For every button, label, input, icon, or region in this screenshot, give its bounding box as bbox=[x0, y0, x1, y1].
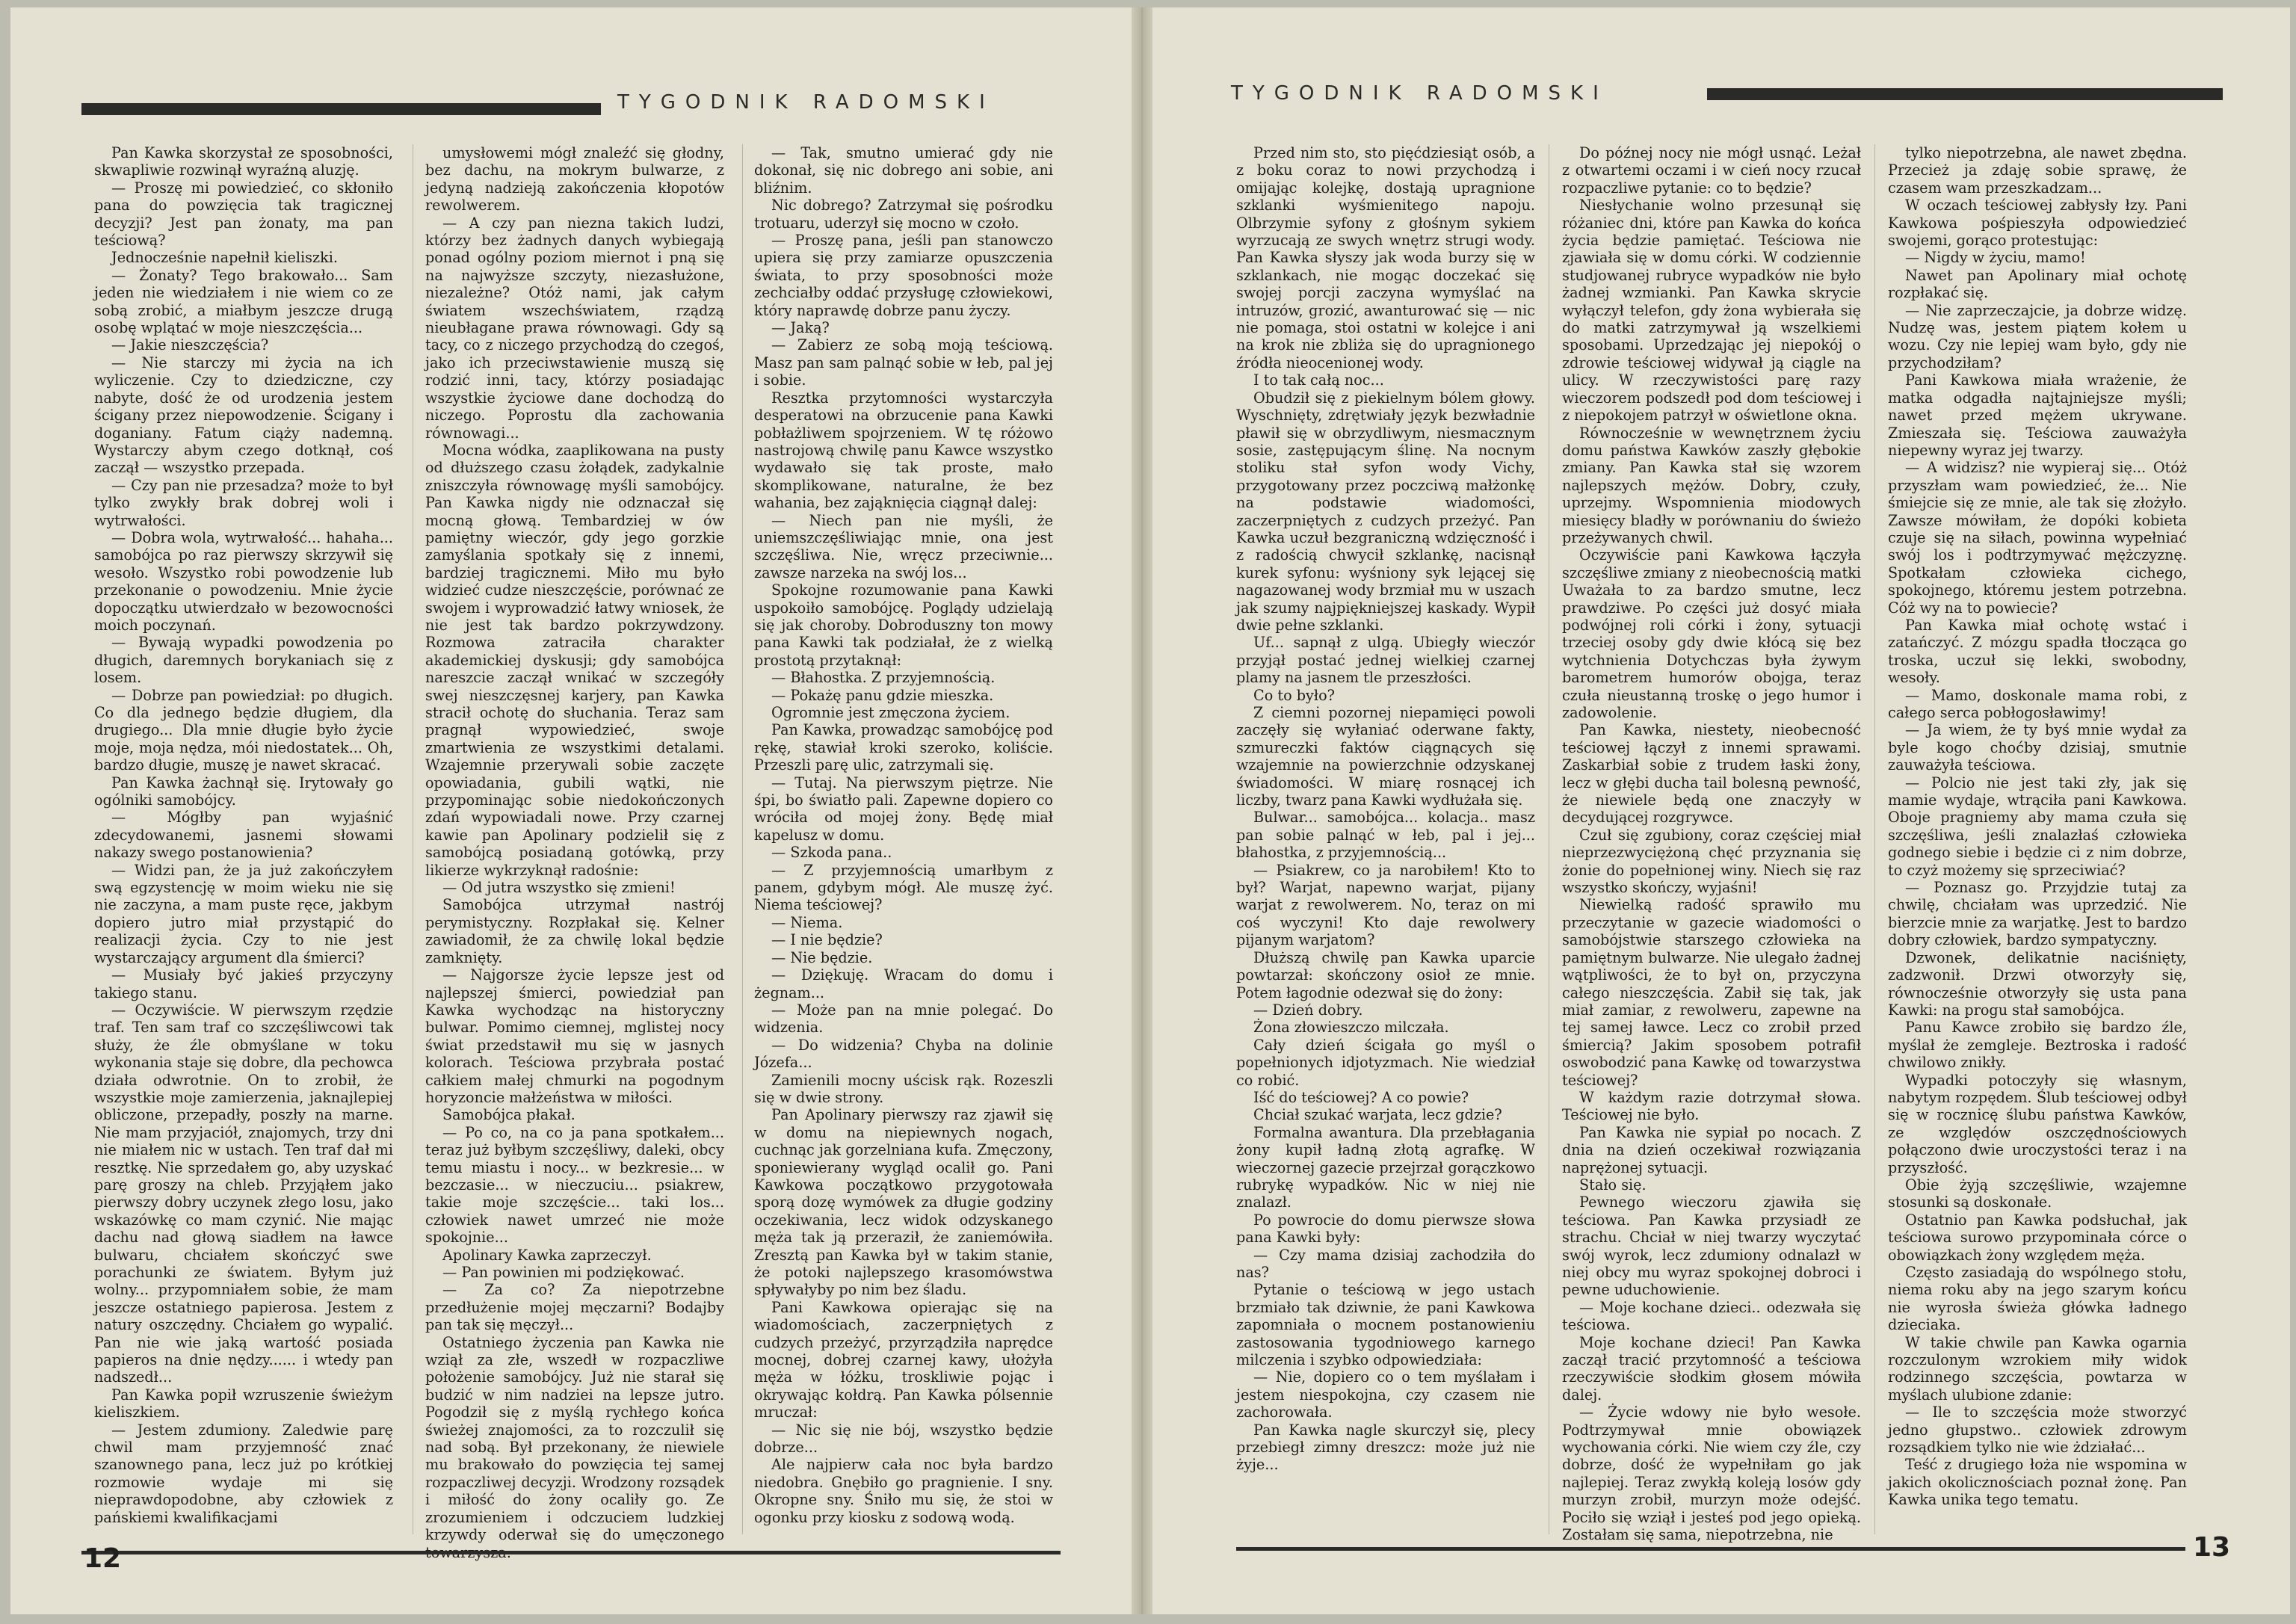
paragraph: — Po co, na co ja pana spotkałem... teraz już byłbym szczęśliwy, daleki, obcy temu miastu i nocy... w bezkresie... w bezczasie... w nieczuciu... psiakrew, takie moje szczęście... taki los... człowiek nawet umrzeć nie może spokojnie... bbox=[425, 1123, 724, 1247]
paragraph: Pytanie o teściową w jego ustach brzmiało tak dziwnie, że pani Kawkowa zapomniała o mocnem postanowieniu zastosowania tygodniowego karnego milczenia i szybko odpowiedziała: bbox=[1236, 1281, 1535, 1369]
magazine-spread bbox=[10, 7, 2290, 1614]
paragraph: — Poznasz go. Przyjdzie tutaj za chwilę, chciałam was uprzedzić. Nie bierzcie mnie za warjatkę. Jest to bardzo dobry człowiek, bardzo sympatyczny. bbox=[1888, 879, 2187, 949]
paragraph: — Błahostka. Z przyjemnością. bbox=[771, 669, 996, 687]
paragraph: I to tak całą noc... bbox=[1253, 371, 1384, 389]
paragraph: — Za co? Za niepotrzebne przedłużenie mojej męczarni? Bodajby pan tak się męczył... bbox=[425, 1281, 724, 1334]
paragraph: Niewielką radość sprawiło mu przeczytanie w gazecie wiadomości o samobójstwie starszego człowieka na pamiętnym bulwarze. Nie ulegało żadnej wątpliwości, że to był on, przyczyna całego nieszczęścia. Zabił się tak, jak miał zamiar, z rewolweru, zapewne na tej samej ławce. Lecz co zrobił przed śmiercią? Jakim sposobem potrafił oswobodzić pana Kawkę od towarzystwa teściowej? bbox=[1562, 896, 1861, 1089]
paragraph: — Proszę mi powiedzieć, co skłoniło pana do powzięcia tak tragicznej decyzji? Jest pan żonaty, ma pan teściową? bbox=[94, 179, 393, 250]
text-column-6 bbox=[1888, 144, 2187, 1534]
paragraph: Nic dobrego? Zatrzymał się pośrodku trotuaru, uderzył się mocno w czoło. bbox=[754, 197, 1053, 232]
paragraph: Pani Kawkowa opierając się na wiadomościach, zaczerpniętych z cudzych przeżyć, przyrządziła naprędce mocnej, dobrej czarnej kawy, ułożyła męża w łóżku, troskliwie pojąc i okrywając kołdrą. Pan Kawka pólsennie mruczał: bbox=[754, 1298, 1053, 1421]
paragraph: Pan Kawka popił wzruszenie świeżym kieliszkiem. bbox=[94, 1386, 393, 1421]
paragraph: — Jakie nieszczęścia? bbox=[111, 336, 269, 354]
paragraph: — Moje kochane dzieci.. odezwała się teściowa. bbox=[1562, 1298, 1861, 1334]
paragraph: Jednocześnie napełnił kieliszki. bbox=[111, 249, 338, 267]
paragraph: — Ile to szczęścia może stworzyć jedno głupstwo.. człowiek zdrowym rozsądkiem tylko nie wie żdziałać... bbox=[1888, 1404, 2187, 1457]
paragraph: — Życie wdowy nie było wesołe. Podtrzymywał mnie obowiązek wychowania córki. Nie wiem czy źle, czy dobrze, dość że wypełniłam go jak najlepiej. Teraz zwykłą koleją losów gdy murzyn zrobił, murzyn może odejść. Pociło się wziął i jesteś pod jego opieką. Zostałam się sama, niepotrzebna, nie bbox=[1562, 1404, 1861, 1544]
paragraph: Apolinary Kawka zaprzeczył. bbox=[442, 1246, 652, 1264]
paragraph: Stało się. bbox=[1579, 1176, 1647, 1194]
paragraph: Formalna awantura. Dla przebłagania żony kupił ładną złotą agrafkę. W wieczornej gazecie przejrzał gorączkowo rubrykę wypadków. Nic w niej nie znalazł. bbox=[1236, 1123, 1535, 1211]
paragraph: — Nie zaprzeczajcie, ja dobrze widzę. Nudzę was, jestem piątem kołem u wozu. Czy nie lepiej wam było, gdy nie przychodziłam? bbox=[1888, 301, 2187, 371]
paragraph: — Szkoda pana.. bbox=[771, 844, 892, 862]
paragraph: Panu Kawce zrobiło się bardzo źle, myślał że zemgleje. Beztroska i radość chwilowo znikły. bbox=[1888, 1019, 2187, 1072]
paragraph: — Zabierz ze sobą moją teściową. Masz pan sam palnąć sobie w łeb, pal jej i sobie. bbox=[754, 336, 1053, 389]
paragraph: Pan Apolinary pierwszy raz zjawił się w domu na niepiewnych nogach, cuchnąc jak gorzelniana kufa. Zmęczony, sponiewierany wygląd ocalił go. Pani Kawkowa początkowo przygotowała sporą dozę wymówek za długie godziny oczekiwania, lecz widok odzyskanego męża tak ją przeraził, że zaniemówiła. Zresztą pan Kawka był w takim stanie, że potoki najlepszego krasomówstwa spływałyby po nim bez śladu. bbox=[754, 1106, 1053, 1299]
paragraph: Często zasiadają do wspólnego stołu, niema roku aby na jego szarym końcu nie wyrosła świeża główka ładnego dzieciaka. bbox=[1888, 1264, 2187, 1334]
paragraph: — Najgorsze życie lepsze jest od najlepszej śmierci, powiedział pan Kawka wychodząc na historyczny bulwar. Pomimo ciemnej, mglistej nocy świat przedstawił mu się w jasnych kolorach. Teściowa przybrała postać całkiem małej chmurki na pogodnym horyzoncie małżeństwa w miłości. bbox=[425, 966, 724, 1106]
paragraph: — Jaką? bbox=[771, 319, 830, 337]
paragraph: — Niema. bbox=[771, 913, 843, 931]
paragraph: Iść do teściowej? A co powie? bbox=[1253, 1088, 1469, 1106]
paragraph: — Nigdy w życiu, mamo! bbox=[1905, 249, 2086, 267]
paragraph: Cały dzień ścigała go myśl o popełnionych idjotyzmach. Nie wiedział co robić. bbox=[1236, 1036, 1535, 1089]
paragraph: Obie żyją szczęśliwie, wzajemne stosunki są doskonałe. bbox=[1888, 1176, 2187, 1211]
paragraph: Obudził się z piekielnym bólem głowy. Wyschnięty, zdrętwiały język bezwładnie pławił się w obrzydliwym, niesmacznym sosie, zastępującym ślinę. Na nocnym stoliku stał syfon wody Vichy, przygotowany przez poczciwą małżonkę na podstawie wiadomości, zaczerpniętych z cudzych przeżyć. Pan Kawka uczuł bezgraniczną wdzięczność i z radością chwycił szklankę, nacisnął kurek syfonu: wyśniony syk lejącej się nagazowanej wody brzmiał mu w uszach jak szumy najpiękniejszej kaskady. Wypił dwie pełne szklanki. bbox=[1236, 389, 1535, 634]
paragraph: Pan Kawka skorzystał ze sposobności, skwapliwie rozwinął wyraźną aluzję. bbox=[94, 144, 393, 179]
paragraph: — Pokażę panu gdzie mieszka. bbox=[771, 686, 994, 704]
paragraph: Nawet pan Apolinary miał ochotę rozpłakać się. bbox=[1888, 266, 2187, 302]
footer-rule-right bbox=[1236, 1547, 2185, 1551]
paragraph: — Od jutra wszystko się zmieni! bbox=[442, 879, 676, 897]
paragraph: Ostatnio pan Kawka podsłuchał, jak teściowa surowo przypominała córce o obowiązkach żony względem męża. bbox=[1888, 1211, 2187, 1264]
header-title-left: TYGODNIK RADOMSKI bbox=[617, 91, 995, 114]
text-column-3 bbox=[754, 144, 1053, 1534]
paragraph: Samobójca płakał. bbox=[442, 1106, 575, 1124]
paragraph: Samobójca utrzymał nastrój perymistyczny. Rozpłakał się. Kelner zawiadomił, że za chwilę lokal będzie zamknięty. bbox=[425, 896, 724, 966]
paragraph: umysłowemi mógł znaleźć się głodny, bez dachu, na mokrym bulwarze, z jedyną nadzieją zakończenia kłopotów rewolwerem. bbox=[425, 144, 724, 214]
column-divider bbox=[1874, 144, 1875, 1534]
paragraph: — Polcio nie jest taki zły, jak się mamie wydaje, wtrąciła pani Kawkowa. Oboje pragniemy aby mama czuła się szczęśliwa, jeśli znalazłaś człowieka godnego siebie i będzie ci z nim dobrze, to czyż możemy się sprzeciwiać? bbox=[1888, 774, 2187, 879]
paragraph: Dzwonek, delikatnie naciśnięty, zadzwonił. Drzwi otworzyły się, równocześnie otworzyły się usta pana Kawki: na progu stał samobójca. bbox=[1888, 948, 2187, 1019]
paragraph: Żona złowieszczo milczała. bbox=[1253, 1019, 1449, 1037]
paragraph: Pan Kawka miał ochotę wstać i zatańczyć. Z mózgu spadła tłocząca go troska, uczuł się lekki, swobodny, wesoły. bbox=[1888, 616, 2187, 687]
paragraph: Bulwar... samobójca... kolacja.. masz pan sobie palnąć w łeb, pal i jej... błahostka, z przyjemnością... bbox=[1236, 809, 1535, 862]
text-column-4 bbox=[1236, 144, 1535, 1534]
paragraph: Chciał szukać warjata, lecz gdzie? bbox=[1253, 1106, 1502, 1124]
paragraph: — Psiakrew, co ja narobiłem! Kto to był? Warjat, napewno warjat, pijany warjat z rewolwerem. No, teraz on mi coś wyczyni! Kto daje rewolwery pijanym warjatom? bbox=[1236, 861, 1535, 949]
paragraph: — Żonaty? Tego brakowało... Sam jeden nie wiedziałem i nie wiem co ze sobą zrobić, a miałbym jeszcze drugą osobę wplątać w moje nieszczęścia... bbox=[94, 266, 393, 337]
paragraph: — Dzień dobry. bbox=[1253, 1001, 1363, 1019]
paragraph: — Pan powinien mi podziękować. bbox=[442, 1264, 685, 1281]
header-rule-right bbox=[1707, 88, 2223, 100]
paragraph: Ale najpierw cała noc była bardzo niedobra. Gnębiło go pragnienie. I sny. Okropne sny. Śniło mu się, że stoi w ogonku przy kiosku z sodową wodą. bbox=[754, 1456, 1053, 1526]
paragraph: W każdym razie dotrzymał słowa. Teściowej nie było. bbox=[1562, 1088, 1861, 1124]
paragraph: Ogromnie jest zmęczona życiem. bbox=[771, 704, 1010, 721]
paragraph: — Bywają wypadki powodzenia po długich, daremnych borykaniach się z losem. bbox=[94, 634, 393, 687]
paragraph: — Mamo, doskonale mama robi, z całego serca pobłogosławimy! bbox=[1888, 686, 2187, 721]
paragraph: Pani Kawkowa miała wrażenie, że matka odgadła najtajniejsze myśli; nawet przed mężem ukrywane. Zmieszała się. Teściowa zauważyła niepewny wyraz jej twarzy. bbox=[1888, 371, 2187, 459]
paragraph: — Tutaj. Na pierwszym piętrze. Nie śpi, bo światło pali. Zapewne dopiero co wróciła od mojej żony. Będę miał kapelusz w domu. bbox=[754, 774, 1053, 844]
paragraph: — Czy pan nie przesadza? może to był tylko zwykły brak dobrej woli i wytrwałości. bbox=[94, 476, 393, 529]
paragraph: Mocna wódka, zaaplikowana na pusty od dłuższego czasu żołądek, zadykalnie zniszczyła równowagę myśli samobójcy. Pan Kawka nigdy nie odznaczał się mocną głową. Tembardziej w ów pamiętny wieczór, gdy jego gorzkie zamyślania spotkały się z innemi, bardziej tragicznemi. Miło mu było widzieć cudze nieszczęście, porównać ze swojem i wyprowadzić łatwy wniosek, że nie jest tak bardzo pokrzywdzony. Rozmowa zatraciła charakter akademickiej dyskusji; gdy samobójca nareszcie zaczął wnikać w szczegóły swej nieszczęsnej karjery, pan Kawka stracił ochotę do słuchania. Teraz sam pragnął wypowiedzieć, swoje zmartwienia ze wszystkimi detalami. Wzajemnie przerywali sobie zaczęte opowiadania, gubili wątki, nie przypominając sobie niedokończonych zdań wypowiadali nowe. Przy czarnej kawie pan Apolinary podzielił się z samobójcą posiadaną gotówką, przy likierze wykrzyknął radośnie: bbox=[425, 441, 724, 879]
paragraph: — Nie, dopiero co o tem myślałam i jestem niespokojna, czy czasem nie zachorowała. bbox=[1236, 1368, 1535, 1421]
paragraph: — Dobrze pan powiedział: po długich. Co dla jednego będzie długiem, dla drugiego... Dla mnie długie było życie moje, moja nędza, mói niedostatek... Oh, bardzo długie, muszę je nawet skracać. bbox=[94, 686, 393, 774]
paragraph: W takie chwile pan Kawka ogarnia rozczulonym wzrokiem miły widok rodzinnego szczęścia, powtarza w myślach ulubione zdanie: bbox=[1888, 1333, 2187, 1404]
paragraph: — Nic się nie bój, wszystko będzie dobrze... bbox=[754, 1421, 1053, 1457]
page-number-right: 13 bbox=[2193, 1532, 2231, 1563]
page-left bbox=[10, 7, 1132, 1614]
paragraph: Pan Kawka, niestety, nieobecność teściowej łączył z innemi sprawami. Zaskarbiał sobie z trudem łaski żony, lecz w głębi ducha tail bolesną pewność, że niewiele będą one znaczyły w decydującej rozgrywce. bbox=[1562, 721, 1861, 827]
paragraph: Czuł się zgubiony, coraz częściej miał nieprzezwyciężoną chęć przyznania się żonie do popełnionej winy. Niech się raz wszystko skończy, wyjaśni! bbox=[1562, 826, 1861, 897]
paragraph: — Dobra wola, wytrwałość... hahaha... samobójca po raz pierwszy skrzywił się wesoło. Wszystko robi powodzenie lub przekonanie o powodzeniu. Mnie życie dopoczątku utwierdzało w bezowocności moich poczynań. bbox=[94, 528, 393, 634]
paragraph: Niesłychanie wolno przesunął się różaniec dni, które pan Kawka do końca życia będzie pamiętać. Teściowa nie zjawiała się w domu córki. W codziennie studjowanej rubryce wypadków nie było żadnej wzmianki. Pan Kawka skrycie wyłączył telefon, gdy żona wybierała się do matki zatrzymywał ją wszelkiemi sposobami. Uprzedzając jej niepokój o zdrowie teściowej widywał ją ciągle na ulicy. W rzeczywistości parę razy wieczorem podszedł pod dom teściowej i z niepokojem patrzył w oświetlone okna. bbox=[1562, 197, 1861, 424]
paragraph: — Widzi pan, że ja już zakończyłem swą egzystencję w moim wieku nie się nie zaczyna, a mam puste ręce, jakbym dopiero jutro miał przystąpić do realizacji życia. Czy to nie jest wystarczający argument dla śmierci? bbox=[94, 861, 393, 966]
paragraph: — I nie będzie? bbox=[771, 931, 883, 949]
paragraph: — Ja wiem, że ty byś mnie wydał za byle kogo choćby dzisiaj, smutnie zauważyła teściowa. bbox=[1888, 721, 2187, 774]
paragraph: Pan Kawka, prowadząc samobójcę pod rękę, stawiał kroki szeroko, koliście. Przeszli parę ulic, zatrzymali się. bbox=[754, 721, 1053, 774]
paragraph: — Nie starczy mi życia na ich wyliczenie. Czy to dziedziczne, czy nabyte, dość że od urodzenia jestem ścigany przez niepowodzenie. Ścigany i doganiany. Fatum ciąży nademną. Wystarczy abym czego dotknął, coś zaczął — wszystko przepada. bbox=[94, 353, 393, 477]
header-title-right: TYGODNIK RADOMSKI bbox=[1231, 82, 1608, 105]
footer-rule-left bbox=[81, 1551, 1061, 1554]
paragraph: Uf... sapnął z ulgą. Ubiegły wieczór przyjął postać jednej wielkiej czarnej plamy na jasnem tle przeszłości. bbox=[1236, 634, 1535, 687]
page-right bbox=[1152, 7, 2290, 1614]
paragraph: — Oczywiście. W pierwszym rzędzie traf. Ten sam traf co szczęśliwcowi tak służy, że źle obmyślane w toku wykonania staje się dobre, dla pechowca działa odwrotnie. On to zrobił, że wszystkie moje zamierzenia, jaknajlepiej obliczone, przepadły, poszły na marne. Nie mam przyjaciół, znajomych, trzy dni nie miałem nic w ustach. Ten traf dał mi resztkę. Nie sprzedałem go, aby uzyskać parę groszy na chleb. Przyjąłem jako pierwszy dobry uczynek złego losu, jako wskazówkę co mam czynić. Nie mając dachu nad głową siadłem na ławce bulwaru, chciałem skończyć swe porachunki ze światem. Byłym już wolny... przypomniałem sobie, że mam jeszcze ostatniego papierosa. Jestem z natury oszczędny. Chciałem go wypalić. Pan nie wie jaką wartość posiada papieros na dnie nędzy...... i wtedy pan nadszedł... bbox=[94, 1001, 393, 1386]
paragraph: — A czy pan niezna takich ludzi, którzy bez żadnych danych wybiegają ponad ogólny poziom miernot i pną się na najwyższe szczyty, niezasłużone, niezależne? Otóż nami, jak całym światem wszechświatem, rządzą nieubłagane prawa równowagi. Gdy są tacy, co z niczego przychodzą do czegoś, jako ich przeciwstawienie muszą się rodzić inni, tacy, którzy posiadając wszystkie życiowe dane dochodzą do niczego. Poprostu dla zachowania równowagi... bbox=[425, 214, 724, 442]
column-divider bbox=[742, 144, 743, 1534]
paragraph: Pan Kawka nagle skurczył się, plecy przebiegł zimny dreszcz: może już nie żyje... bbox=[1236, 1421, 1535, 1474]
paragraph: — Tak, smutno umierać gdy nie dokonał, się nic dobrego ani sobie, ani bliźnim. bbox=[754, 144, 1053, 197]
paragraph: — Musiały być jakieś przyczyny takiego stanu. bbox=[94, 966, 393, 1001]
paragraph: — Może pan na mnie polegać. Do widzenia. bbox=[754, 1001, 1053, 1037]
paragraph: — Dziękuję. Wracam do domu i żegnam... bbox=[754, 966, 1053, 1001]
paragraph: Przed nim sto, sto pięćdziesiąt osób, a z boku coraz to nowi przychodzą i omijając kolejkę, dostają upragnione szklanki wyśmienitego napoju. Olbrzymie syfony z głośnym sykiem wyrzucają ze swych wnętrz strugi wody. Pan Kawka słyszy jak woda burzy się w szklankach, nie mogąc doczekać się swojej porcji zaczyna wymyślać na intruzów, grozić, awanturować się — nic nie pomaga, stoi ostatni w kolejce i ani na krok nie zbliża się do upragnionego źródła nieocenionej wody. bbox=[1236, 144, 1535, 371]
paragraph: Resztka przytomności wystarczyła desperatowi na obrzucenie pana Kawki pobłażliwem spojrzeniem. W tę różowo nastrojową chwilę panu Kawce wszystko wydawało się tak proste, mało skomplikowane, naturalne, że bez wahania, bez zająknięcia ciągnął dalej: bbox=[754, 389, 1053, 512]
paragraph: tylko niepotrzebna, ale nawet zbędna. Przecież ja zdaję sobie sprawę, że czasem wam przeszkadzam... bbox=[1888, 144, 2187, 197]
paragraph: Pan Kawka żachnął się. Irytowały go ogólniki samobójcy. bbox=[94, 774, 393, 809]
paragraph: Pewnego wieczoru zjawiła się teściowa. Pan Kawka przysiadł ze strachu. Chciał w niej twarzy wyczytać swój wyrok, lecz zdumiony odnalazł w niej obcy mu wyraz spokojnej dobroci i pewne uduchowienie. bbox=[1562, 1194, 1861, 1299]
paragraph: Po powrocie do domu pierwsze słowa pana Kawki były: bbox=[1236, 1211, 1535, 1247]
paragraph: Ostatniego życzenia pan Kawka nie wziął za złe, wszedł w rozpaczliwe położenie samobójcy. Już nie starał się budzić w nim nadziei na lepsze jutro. Pogodził się z myślą rychłego końca świeżej znajomości, za to rozczulił się nad sobą. Był przekonany, że niewiele mu brakowało do powzięcia tej samej rozpaczliwej decyzji. Wrodzony rozsądek i miłość do żony ocaliły go. Ze zrozumieniem i odczuciem ludzkiej krzywdy oderwał się do umęczonego bbox=[425, 1333, 724, 1544]
header-rule-left bbox=[81, 103, 601, 115]
paragraph: Wypadki potoczyły się własnym, nabytym rozpędem. Ślub teściowej odbył się w rocznicę ślubu państwa Kawków, ze względów oszczędnościowych połączono dwie uroczystości teraz i na przyszłość. bbox=[1888, 1071, 2187, 1176]
paragraph: W oczach teściowej zabłysły łzy. Pani Kawkowa pośpieszyła odpowiedzieć swojemi, gorąco protestując: bbox=[1888, 197, 2187, 250]
paragraph: Równocześnie w wewnętrznem życiu domu państwa Kawków zaszły głębokie zmiany. Pan Kawka stał się wzorem najlepszych mężów. Dobry, czuły, uprzejmy. Wspomnienia miodowych miesięcy bladły w porównaniu do świeżo przeżywanych chwil. bbox=[1562, 424, 1861, 546]
binding-gutter bbox=[1132, 7, 1152, 1614]
paragraph: — A widzisz? nie wypieraj się... Otóż przyszłam wam powiedzieć, że... Nie śmiejcie się ze mnie, ale tak się złożyło. Zawsze mówiłam, że dopóki kobieta czuje się na siłach, powinna wypełniać swój los i podtrzymywać mężczyznę. Spotkałam człowieka cichego, spokojnego, któremu jestem potrzebna. Cóż wy na to powiecie? bbox=[1888, 459, 2187, 617]
paragraph: Pan Kawka nie sypiał po nocach. Z dnia na dzień oczekiwał rozwiązania naprężonej sytuacji. bbox=[1562, 1123, 1861, 1176]
paragraph: Oczywiście pani Kawkowa łączyła szczęśliwe zmiany z nieobecnością matki Uważała to za bardzo smutne, lecz prawdziwe. Po części już dosyć miała podwójnej roli córki i żony, sytuacji trzeciej osoby gdy dwie kłócą się bez wytchnienia Dotychczas była żywym barometrem humorów obojga, teraz czuła nieustanną troskę o jego humor i zadowolenie. bbox=[1562, 546, 1861, 721]
paragraph: — Czy mama dzisiaj zachodziła do nas? bbox=[1236, 1246, 1535, 1281]
paragraph: Z ciemni pozornej niepamięci powoli zaczęły się wyłaniać oderwane fakty, szmureczki faktów ciągnących się wzajemnie na powierzchnie odzyskanej świadomości. W miarę rosnącej ich liczby, twarz pana Kawki wydłużała się. bbox=[1236, 704, 1535, 809]
paragraph: Dłuższą chwilę pan Kawka uparcie powtarzał: skończony osioł ze mnie. Potem łagodnie odezwał się do żony: bbox=[1236, 948, 1535, 1001]
text-column-1 bbox=[94, 144, 393, 1534]
paragraph: Zamienili mocny uścisk rąk. Rozeszli się w dwie strony. bbox=[754, 1071, 1053, 1106]
paragraph: — Jestem zdumiony. Zaledwie parę chwil mam przyjemność znać szanownego pana, lecz już po krótkiej rozmowie wydaje mi się nieprawdopodobne, aby człowiek z pańskiemi kwalifikacjami bbox=[94, 1421, 393, 1526]
paragraph: Moje kochane dzieci! Pan Kawka zaczął tracić przytomność a teściowa rzeczywiście słodkim głosem mówiła dalej. bbox=[1562, 1333, 1861, 1404]
paragraph: Co to było? bbox=[1253, 686, 1335, 704]
paragraph: — Niech pan nie myśli, że uniemszczęśliwiając mnie, ona jest szczęśliwa. Nie, wręcz przeciwnie... zawsze narzeka na swój los... bbox=[754, 511, 1053, 581]
text-column-5 bbox=[1562, 144, 1861, 1544]
paragraph: Spokojne rozumowanie pana Kawki uspokoiło samobójcę. Poglądy udzielają się jak choroby. Dobroduszny ton mowy pana Kawki tak podziałał, że z wielką prostotą przytaknął: bbox=[754, 581, 1053, 669]
page-number-left: 12 bbox=[84, 1543, 122, 1574]
paragraph: — Do widzenia? Chyba na dolinie Józefa... bbox=[754, 1036, 1053, 1072]
paragraph: Teść z drugiego łoża nie wspomina w jakich okolicznościach poznał żonę. Pan Kawka unika tego tematu. bbox=[1888, 1456, 2187, 1509]
paragraph: — Mógłby pan wyjaśnić zdecydowanemi, jasnemi słowami nakazy swego postanowienia? bbox=[94, 809, 393, 862]
paragraph: — Z przyjemnością umarłbym z panem, gdybym mógł. Ale muszę żyć. Niema teściowej? bbox=[754, 861, 1053, 914]
paragraph: Do późnej nocy nie mógł usnąć. Leżał z otwartemi oczami i w cień nocy rzucał rozpaczliwe pytanie: co to będzie? bbox=[1562, 144, 1861, 197]
text-column-2 bbox=[425, 144, 724, 1544]
paragraph: — Proszę pana, jeśli pan stanowczo upiera się przy zamiarze opuszczenia świata, to przy sposobności może zechciałby oddać przysługę człowiekowi, który naprawdę dobrze panu życzy. bbox=[754, 232, 1053, 319]
paragraph: — Nie będzie. bbox=[771, 948, 873, 966]
